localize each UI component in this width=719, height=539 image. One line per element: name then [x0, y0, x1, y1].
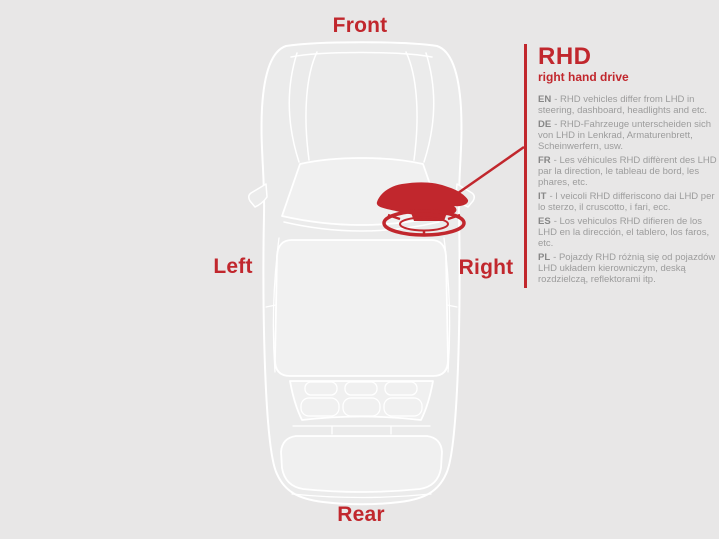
panel-title: RHD [538, 43, 592, 70]
lang-text: - RHD vehicles differ from LHD in steering, dashboard, headlights and etc. [538, 94, 708, 117]
label-right: Right [458, 256, 514, 279]
lang-code: ES [538, 216, 551, 228]
lang-text: - I veicoli RHD differiscono dai LHD per lo sterzo, il cruscotto, i fari, ecc. [538, 191, 715, 214]
lang-code: IT [538, 191, 547, 203]
lang-code: PL [538, 252, 551, 264]
label-front: Front [332, 14, 388, 37]
panel-subtitle: right hand drive [538, 70, 629, 85]
rhd-info-panel [524, 44, 719, 288]
lang-entry-pl [538, 252, 719, 285]
lang-entry-de [538, 119, 719, 152]
rear-window [290, 381, 433, 420]
language-entries [538, 94, 719, 285]
lang-text: - RHD-Fahrzeuge unterscheiden sich von LHD in Lenkrad, Armaturenbrett, Scheinwerfern, usw. [538, 119, 712, 153]
lang-entry-fr [538, 155, 719, 188]
lang-code: EN [538, 94, 552, 106]
label-left: Left [213, 255, 253, 278]
lang-entry-en [538, 94, 719, 116]
lang-entry-es [538, 216, 719, 249]
label-rear: Rear [337, 503, 385, 526]
lang-text: - Pojazdy RHD różnią się od pojazdów LHD układem kierowniczym, deską rozdzielczą, reflektorami itp. [538, 252, 716, 286]
trunk [281, 436, 442, 492]
lang-text: - Los vehiculos RHD difieren de los LHD en la dirección, el tablero, los faros, etc. [538, 216, 710, 250]
lang-code: FR [538, 155, 551, 167]
lang-text: - Les véhicules RHD diffèrent des LHD par la direction, le tableau de bord, les phares, etc. [538, 155, 717, 189]
roof [275, 240, 448, 376]
lang-code: DE [538, 119, 552, 131]
lang-entry-it [538, 191, 719, 213]
